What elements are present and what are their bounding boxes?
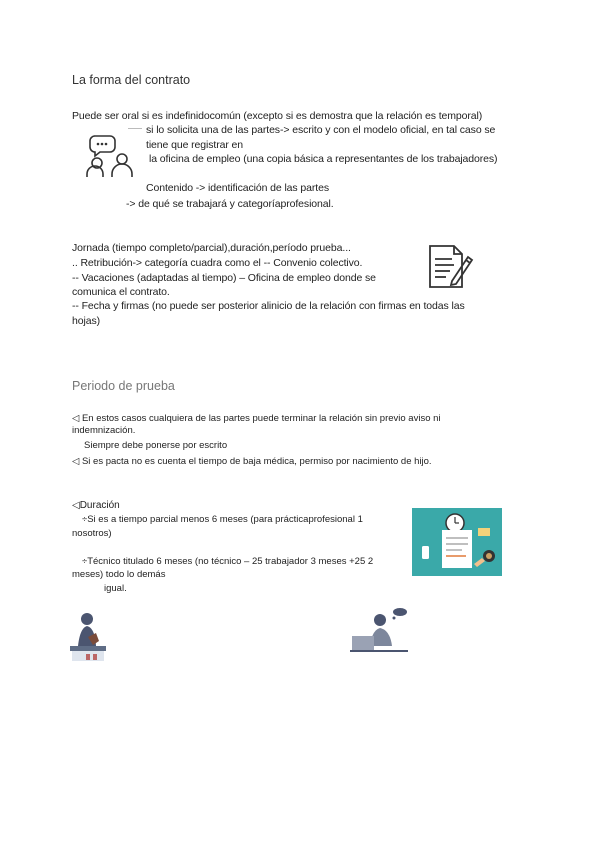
text-line: -> de qué se trabajará y categoríaprofesional. — [126, 198, 334, 210]
text-line: tiene que registrar en — [146, 139, 244, 151]
text-line: -- Vacaciones (adaptadas al tiempo) – Oficina de empleo donde se — [72, 272, 376, 284]
triangle-bullet-icon: ◁ — [72, 500, 80, 511]
text-line: En estos casos cualquiera de las partes puede terminar la relación sin previo aviso ni — [81, 413, 441, 424]
text-line: .. Retribución-> categoría cuadra como el -- Convenio colectivo. — [72, 257, 363, 269]
text-line: igual. — [104, 583, 127, 594]
text-line: meses) todo lo demás — [72, 569, 166, 580]
text-line: Siempre debe ponerse por escrito — [84, 440, 228, 451]
section-title-periodo: Periodo de prueba — [72, 379, 175, 393]
text-line: ÷Técnico titulado 6 meses (no técnico – 25 trabajador 3 meses +25 2 — [82, 556, 374, 567]
people-chat-icon — [82, 132, 136, 178]
section-title-forma: La forma del contrato — [72, 73, 191, 87]
divider — [128, 128, 142, 129]
text-line: hojas) — [72, 315, 100, 327]
text-line: Jornada (tiempo completo/parcial),duración,período prueba... — [72, 242, 351, 254]
contract-pen-icon — [426, 243, 476, 291]
text-line: ÷Si es a tiempo parcial menos 6 meses (para prácticaprofesional 1 — [82, 514, 363, 525]
text-line: -- Fecha y firmas (no puede ser posterior alinicio de la relación con firmas en todas las — [72, 300, 465, 312]
text-line: Puede ser oral si es indefinidocomún (excepto si es demostra que la relación es temporal) — [72, 110, 483, 122]
text-line: Si es pacta no es cuenta el tiempo de baja médica, permiso por nacimiento de hijo. — [81, 456, 432, 467]
text-line: comunica el contrato. — [72, 286, 170, 298]
triangle-bullet-icon: ◁ — [72, 456, 80, 467]
section-title-duracion: Duración — [79, 500, 120, 511]
text-line: indemnización. — [72, 425, 136, 436]
contract-desk-illustration — [412, 508, 502, 576]
triangle-bullet-icon: ◁ — [72, 413, 80, 424]
text-line: Contenido -> identificación de las partes — [146, 182, 329, 194]
text-line: nosotros) — [72, 528, 112, 539]
woman-laptop-illustration — [68, 610, 108, 662]
text-line: si lo solicita una de las partes-> escrito y con el modelo oficial, en tal caso se — [146, 124, 496, 136]
woman-thinking-illustration — [350, 606, 412, 654]
text-line: la oficina de empleo (una copia básica a representantes de los trabajadores) — [149, 153, 498, 165]
